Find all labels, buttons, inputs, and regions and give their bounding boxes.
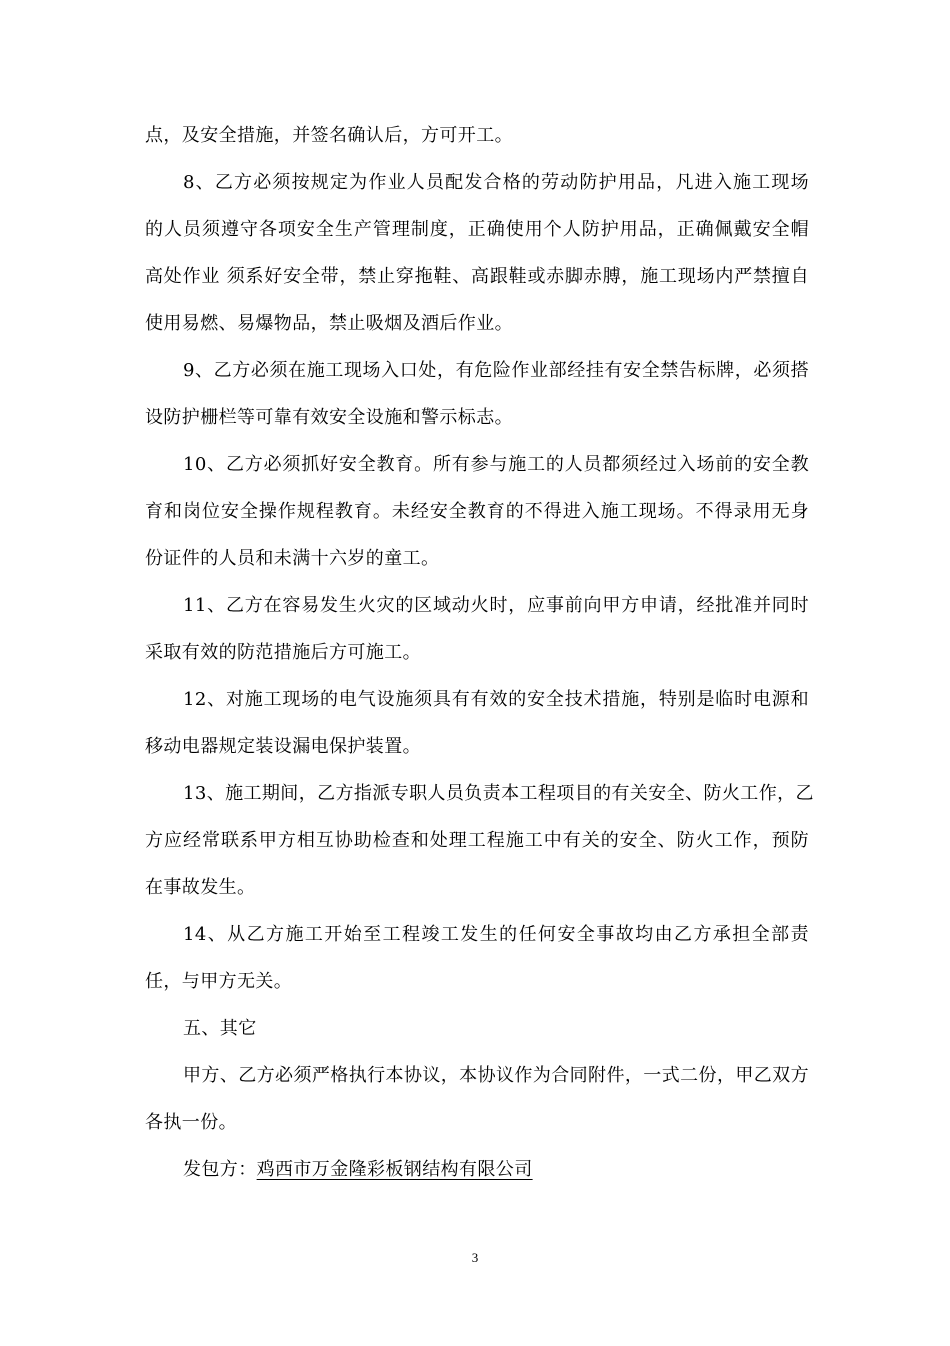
paragraph-line: 11、乙方在容易发生火灾的区域动火时，应事前向甲方申请，经批准并同时 xyxy=(183,595,809,616)
contractor-name: 鸡西市万金隆彩板钢结构有限公司 xyxy=(256,1159,533,1180)
paragraph-line: 14、从乙方施工开始至工程竣工发生的任何安全事故均由乙方承担全部责 xyxy=(183,924,809,945)
paragraph-line: 的人员须遵守各项安全生产管理制度，正确使用个人防护用品，正确佩戴安全帽 xyxy=(145,219,809,240)
paragraph-line: 12、对施工现场的电气设施须具有有效的安全技术措施，特别是临时电源和 xyxy=(183,689,809,710)
paragraph-line: 高处作业 须系好安全带，禁止穿拖鞋、高跟鞋或赤脚赤膊，施工现场内严禁擅自 xyxy=(145,266,809,287)
contractor-line xyxy=(145,1146,809,1193)
paragraph-line: 份证件的人员和未满十六岁的童工。 xyxy=(145,548,440,569)
paragraph-line: 甲方、乙方必须严格执行本协议，本协议作为合同附件，一式二份，甲乙双方 xyxy=(183,1065,809,1086)
paragraph-line: 使用易燃、易爆物品，禁止吸烟及酒后作业。 xyxy=(145,313,513,334)
paragraph-line: 点，及安全措施，并签名确认后，方可开工。 xyxy=(145,125,513,146)
contractor-label: 发包方： xyxy=(183,1159,257,1180)
paragraph-line: 育和岗位安全操作规程教育。未经安全教育的不得进入施工现场。不得录用无身 xyxy=(145,501,809,522)
paragraph-line: 9、乙方必须在施工现场入口处，有危险作业部经挂有安全禁告标牌，必须搭 xyxy=(183,360,809,381)
paragraph-line: 13、施工期间，乙方指派专职人员负责本工程项目的有关安全、防火工作，乙 xyxy=(183,783,814,804)
paragraph-line: 设防护栅栏等可靠有效安全设施和警示标志。 xyxy=(145,407,513,428)
paragraph-line: 8、乙方必须按规定为作业人员配发合格的劳动防护用品，凡进入施工现场 xyxy=(183,172,809,193)
paragraph-line: 采取有效的防范措施后方可施工。 xyxy=(145,642,421,663)
paragraph-line: 各执一份。 xyxy=(145,1112,237,1133)
paragraph-line: 在事故发生。 xyxy=(145,877,256,898)
document-body xyxy=(145,112,814,1193)
section-heading: 五、其它 xyxy=(183,1018,257,1039)
page-number: 3 xyxy=(471,1250,479,1265)
paragraph-line: 任，与甲方无关。 xyxy=(145,971,293,992)
paragraph-line: 移动电器规定装设漏电保护装置。 xyxy=(145,736,421,757)
paragraph-line: 10、乙方必须抓好安全教育。所有参与施工的人员都须经过入场前的安全教 xyxy=(183,454,809,475)
paragraph-line: 方应经常联系甲方相互协助检查和处理工程施工中有关的安全、防火工作，预防 xyxy=(145,830,809,851)
